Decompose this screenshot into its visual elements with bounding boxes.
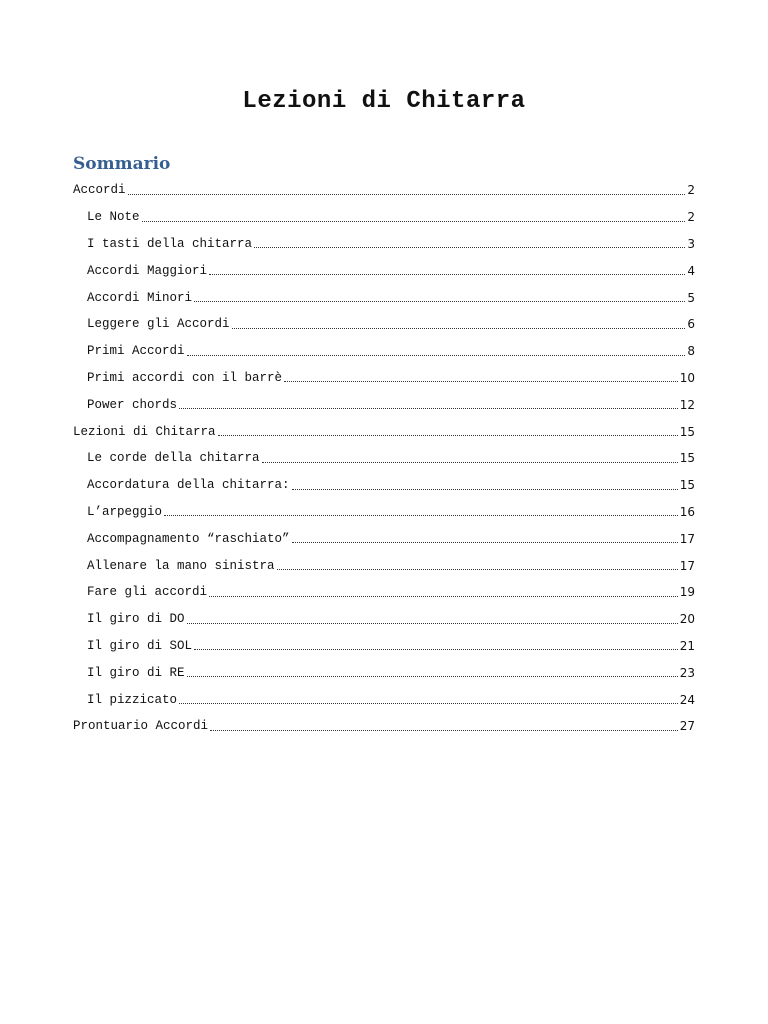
toc-entry[interactable] xyxy=(73,284,695,311)
toc-entry-label[interactable]: Lezioni di Chitarra xyxy=(73,424,216,439)
toc-entry-page-number[interactable]: 4 xyxy=(687,263,695,278)
toc-dot-leader xyxy=(187,355,686,356)
toc-entry-label[interactable]: Prontuario Accordi xyxy=(73,719,209,734)
toc-entry-page-number[interactable]: 15 xyxy=(679,451,695,466)
toc-entry-label[interactable]: Primi Accordi xyxy=(87,344,185,359)
toc-dot-leader xyxy=(164,515,678,516)
toc-entry-page-number[interactable]: 17 xyxy=(679,558,695,573)
toc-entry-page-number[interactable]: 2 xyxy=(687,183,695,198)
toc-dot-leader xyxy=(209,596,678,597)
toc-entry-label[interactable]: Il giro di RE xyxy=(87,665,185,680)
toc-dot-leader xyxy=(292,542,678,543)
toc-entry-label[interactable]: Allenare la mano sinistra xyxy=(87,558,275,573)
toc-entry-label[interactable]: I tasti della chitarra xyxy=(87,236,253,251)
toc-entry[interactable] xyxy=(73,391,695,418)
toc-entry[interactable] xyxy=(73,338,695,365)
toc-entry-label[interactable]: Le corde della chitarra xyxy=(87,451,260,466)
toc-entry-page-number[interactable]: 17 xyxy=(679,531,695,546)
toc-entry-label[interactable]: Primi accordi con il barrè xyxy=(87,370,283,385)
toc-dot-leader xyxy=(218,435,678,436)
toc-entry[interactable] xyxy=(73,231,695,258)
toc-entry[interactable] xyxy=(73,418,695,445)
toc-entry-label[interactable]: Le Note xyxy=(87,210,140,225)
toc-entry-label[interactable]: Accordatura della chitarra: xyxy=(87,478,290,493)
toc-entry-page-number[interactable]: 6 xyxy=(687,317,695,332)
toc-entry-page-number[interactable]: 27 xyxy=(679,719,695,734)
toc-dot-leader xyxy=(187,623,678,624)
toc-entry[interactable] xyxy=(73,525,695,552)
toc-dot-leader xyxy=(179,703,678,704)
toc-entry[interactable] xyxy=(73,686,695,713)
toc-entry-page-number[interactable]: 16 xyxy=(679,504,695,519)
toc-dot-leader xyxy=(194,649,678,650)
toc-entry-page-number[interactable]: 8 xyxy=(687,344,695,359)
toc-dot-leader xyxy=(194,301,685,302)
toc-entry-page-number[interactable]: 19 xyxy=(679,585,695,600)
toc-entry-page-number[interactable]: 3 xyxy=(687,236,695,251)
toc-dot-leader xyxy=(128,194,686,195)
toc-entry-page-number[interactable]: 5 xyxy=(687,290,695,305)
toc-dot-leader xyxy=(262,462,678,463)
toc-entry[interactable] xyxy=(73,472,695,499)
toc-dot-leader xyxy=(292,489,678,490)
toc-entry[interactable] xyxy=(73,365,695,392)
toc-entry[interactable] xyxy=(73,579,695,606)
toc-entry[interactable] xyxy=(73,177,695,204)
toc-dot-leader xyxy=(232,328,686,329)
toc-entry-label[interactable]: Il pizzicato xyxy=(87,692,178,707)
toc-entry-label[interactable]: Power chords xyxy=(87,397,178,412)
toc-entry-label[interactable]: Leggere gli Accordi xyxy=(87,317,230,332)
toc-entry[interactable] xyxy=(73,499,695,526)
toc-entry-label[interactable]: Accordi Minori xyxy=(87,290,193,305)
toc-entry-page-number[interactable]: 15 xyxy=(679,424,695,439)
toc-entry-page-number[interactable]: 21 xyxy=(679,638,695,653)
toc-entry[interactable] xyxy=(73,204,695,231)
toc-dot-leader xyxy=(254,247,685,248)
toc-entry-page-number[interactable]: 2 xyxy=(687,210,695,225)
toc-entry-page-number[interactable]: 10 xyxy=(679,370,695,385)
toc-entry-label[interactable]: Fare gli accordi xyxy=(87,585,208,600)
toc-entry[interactable] xyxy=(73,659,695,686)
toc-dot-leader xyxy=(210,730,678,731)
toc-entry-label[interactable]: Il giro di SOL xyxy=(87,638,193,653)
toc-entry-page-number[interactable]: 24 xyxy=(679,692,695,707)
toc-entry-page-number[interactable]: 15 xyxy=(679,478,695,493)
toc-entry[interactable] xyxy=(73,311,695,338)
toc-entry-label[interactable]: Accordi xyxy=(73,183,126,198)
toc-entry[interactable] xyxy=(73,606,695,633)
toc-entry[interactable] xyxy=(73,552,695,579)
table-of-contents xyxy=(73,177,695,740)
document-title: Lezioni di Chitarra xyxy=(242,88,526,115)
toc-dot-leader xyxy=(187,676,678,677)
toc-entry[interactable] xyxy=(73,257,695,284)
toc-entry[interactable] xyxy=(73,713,695,740)
toc-dot-leader xyxy=(284,381,678,382)
toc-entry-label[interactable]: Accompagnamento “raschiato” xyxy=(87,531,290,546)
toc-entry-page-number[interactable]: 20 xyxy=(679,612,695,627)
toc-dot-leader xyxy=(142,221,686,222)
toc-entry-page-number[interactable]: 12 xyxy=(679,397,695,412)
toc-dot-leader xyxy=(209,274,685,275)
toc-entry-label[interactable]: Accordi Maggiori xyxy=(87,263,208,278)
toc-entry[interactable] xyxy=(73,633,695,660)
toc-dot-leader xyxy=(179,408,678,409)
toc-entry[interactable] xyxy=(73,445,695,472)
toc-entry-page-number[interactable]: 23 xyxy=(679,665,695,680)
toc-entry-label[interactable]: Il giro di DO xyxy=(87,612,185,627)
toc-entry-label[interactable]: L’arpeggio xyxy=(87,504,163,519)
toc-heading: Sommario xyxy=(73,154,171,174)
toc-dot-leader xyxy=(277,569,678,570)
